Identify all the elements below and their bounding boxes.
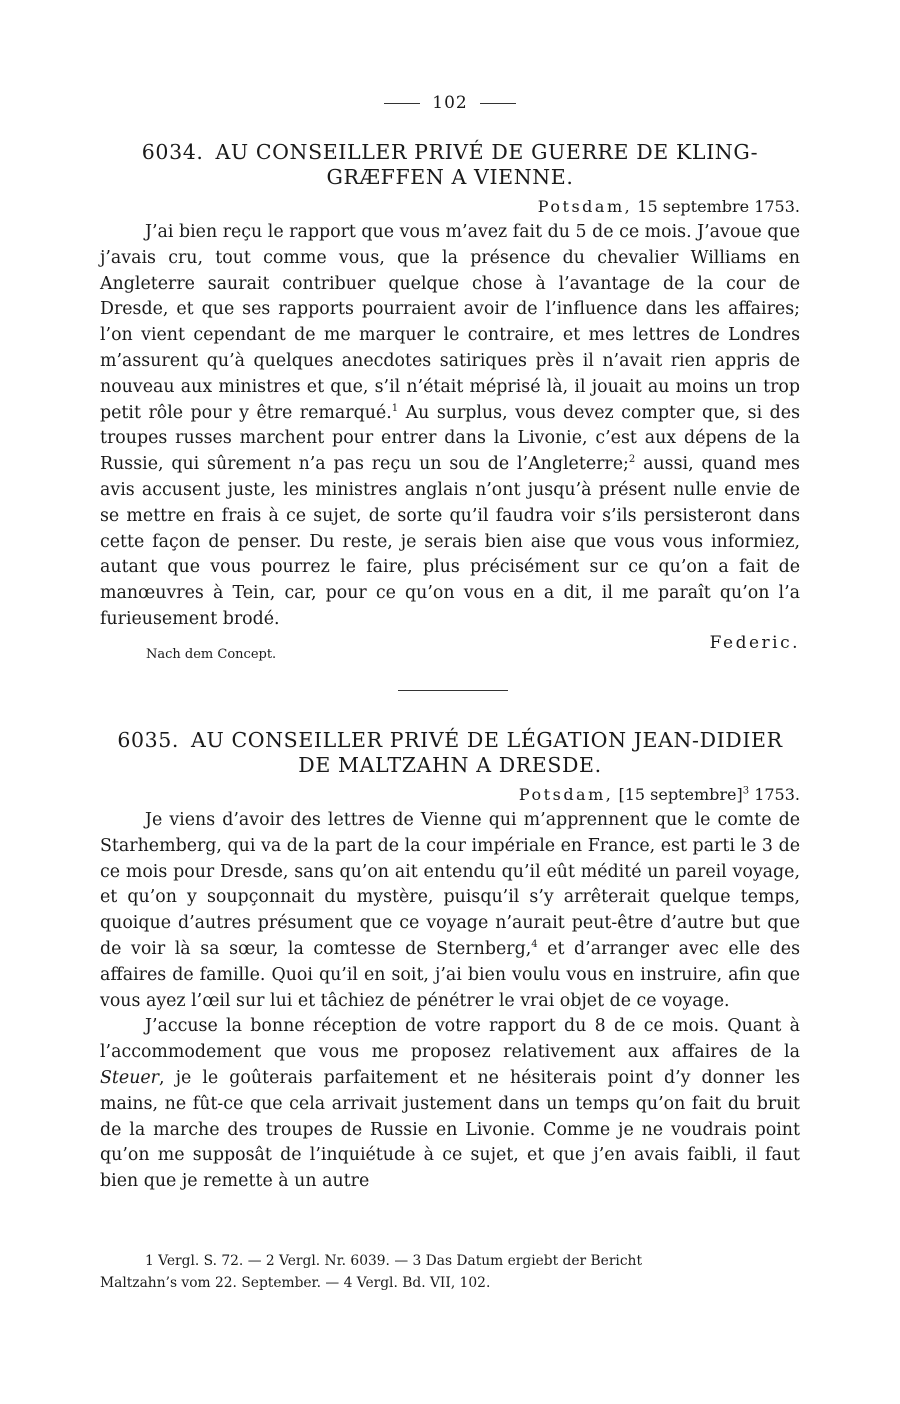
letter-number: 6035.	[117, 728, 180, 752]
italic-term: Steuer	[100, 1067, 159, 1088]
footnote-ref-1: 1	[391, 402, 399, 414]
date-year: 1753.	[749, 785, 800, 804]
footnote-ref-2: 2	[628, 454, 636, 466]
page-number-dash-right	[480, 103, 516, 104]
source-note: Nach dem Concept.	[146, 646, 277, 662]
footnotes	[100, 1250, 800, 1294]
paragraph-1	[100, 808, 800, 1014]
footnote-line-2: Maltzahn’s vom 22. September. — 4 Vergl. Bd. VII, 102.	[100, 1275, 491, 1291]
letter-6035	[100, 728, 800, 1195]
footnote-line-1: 1 Vergl. S. 72. — 2 Vergl. Nr. 6039. — 3 Das Datum ergiebt der Bericht	[145, 1253, 642, 1269]
heading-line-2: DE MALTZAHN A DRESDE.	[298, 753, 602, 777]
letter-heading	[100, 140, 800, 190]
body-text-part-2: Au surplus, vous devez compter que, si des troupes russes marchent pour entrer dans la Livonie, c’est aux dépens de la Russie, qui sûrement n’a pas reçu un sou de l’Angleterre;	[100, 402, 800, 475]
body-text-part-1: J’ai bien reçu le rapport que vous m’avez fait du 5 de ce mois. J’avoue que j’avais cru, tout comme vous, que la présence du chevalier Williams en Angleterre saurait contribuer quelque chose à l’avantage de la cour de Dresde, et que ses rapports pourraient avoir de l’influence dans les affaires; l’on vient cependant de me marquer le contraire, et mes lettres de Londres m’assurent qu’à quelques anecdotes satiriques près il n’avait rien appris de nouveau aux ministres et que, s’il n’était méprisé là, il jouait au moins un trop petit rôle pour y être remarqué.	[100, 222, 800, 423]
heading-line-1: AU CONSEILLER PRIVÉ DE GUERRE DE KLING-	[215, 140, 759, 164]
letter-body	[100, 220, 800, 633]
date-text: 15 septembre 1753.	[632, 197, 800, 216]
letter-heading	[100, 728, 800, 778]
paragraph-2-part-a: J’accuse la bonne réception de votre rapport du 8 de ce mois. Quant à l’accommodement que vous me proposez relativement aux affaires de la	[100, 1016, 800, 1063]
footnote-ref-3: 3	[742, 785, 750, 797]
footnote-ref-4: 4	[531, 939, 538, 951]
date-place: Potsdam,	[537, 197, 633, 216]
page-number-dash-left	[384, 103, 420, 104]
date-place: Potsdam,	[518, 785, 614, 804]
page-number-text: 102	[432, 93, 468, 113]
page-number	[0, 93, 900, 113]
body-text-part-3: aussi, quand mes avis accusent juste, les ministres anglais n’ont jusqu’à présent nulle envie de se mettre en frais à ce sujet, de sorte qu’il faudra voir s’ils persisteront dans cette façon de penser. Du reste, je serais bien aise que vous vous informiez, autant que vous pourrez le faire, plus précisément sur ce qu’on a fait de manœuvres à Tein, car, pour ce qu’on vous en a dit, il me paraît qu’on l’a furieusement brodé.	[100, 454, 800, 629]
letter-body	[100, 808, 800, 1195]
paragraph-2	[100, 1014, 800, 1195]
heading-line-1: AU CONSEILLER PRIVÉ DE LÉGATION JEAN-DIDIER	[191, 728, 783, 752]
signature: Federic.	[709, 632, 800, 653]
date-text: [15 septembre]	[613, 785, 743, 804]
dateline	[100, 196, 800, 218]
paragraph-1-part-a: Je viens d’avoir des lettres de Vienne qui m’apprennent que le comte de Starhemberg, qui va de la part de la cour impériale en France, est parti le 3 de ce mois pour Dresde, sans qu’on ait entendu qu’il eût médité un pareil voyage, et qu’on y soupçonnait du mystère, puisqu’il s’y arrêterait quelque temps, quoique d’autres présument que ce voyage n’aurait peut-être d’autre but que de voir là sa sœur, la comtesse de Sternberg,	[100, 810, 800, 959]
heading-line-2: GRÆFFEN A VIENNE.	[326, 165, 574, 189]
letter-number: 6034.	[141, 140, 204, 164]
paragraph-1-part-b: et d’arranger avec elle des affaires de famille. Quoi qu’il en soit, j’ai bien voulu vous en instruire, afin que vous ayez l’œil sur lui et tâchiez de pénétrer le vrai objet de ce voyage.	[100, 938, 800, 1011]
separator-rule	[398, 690, 508, 691]
paragraph-2-part-b: , je le goûterais parfaitement et ne hésiterais point d’y donner les mains, ne fût-ce que cela arrivait justement dans un temps qu’on fait du bruit de la marche des troupes de Russie en Livonie. Comme je ne voudrais point qu’on me supposât de l’inquiétude à ce sujet, et que j’en avais faibli, il faut bien que je remette à un autre	[100, 1067, 800, 1192]
letter-6034	[100, 140, 800, 662]
dateline	[100, 784, 800, 806]
